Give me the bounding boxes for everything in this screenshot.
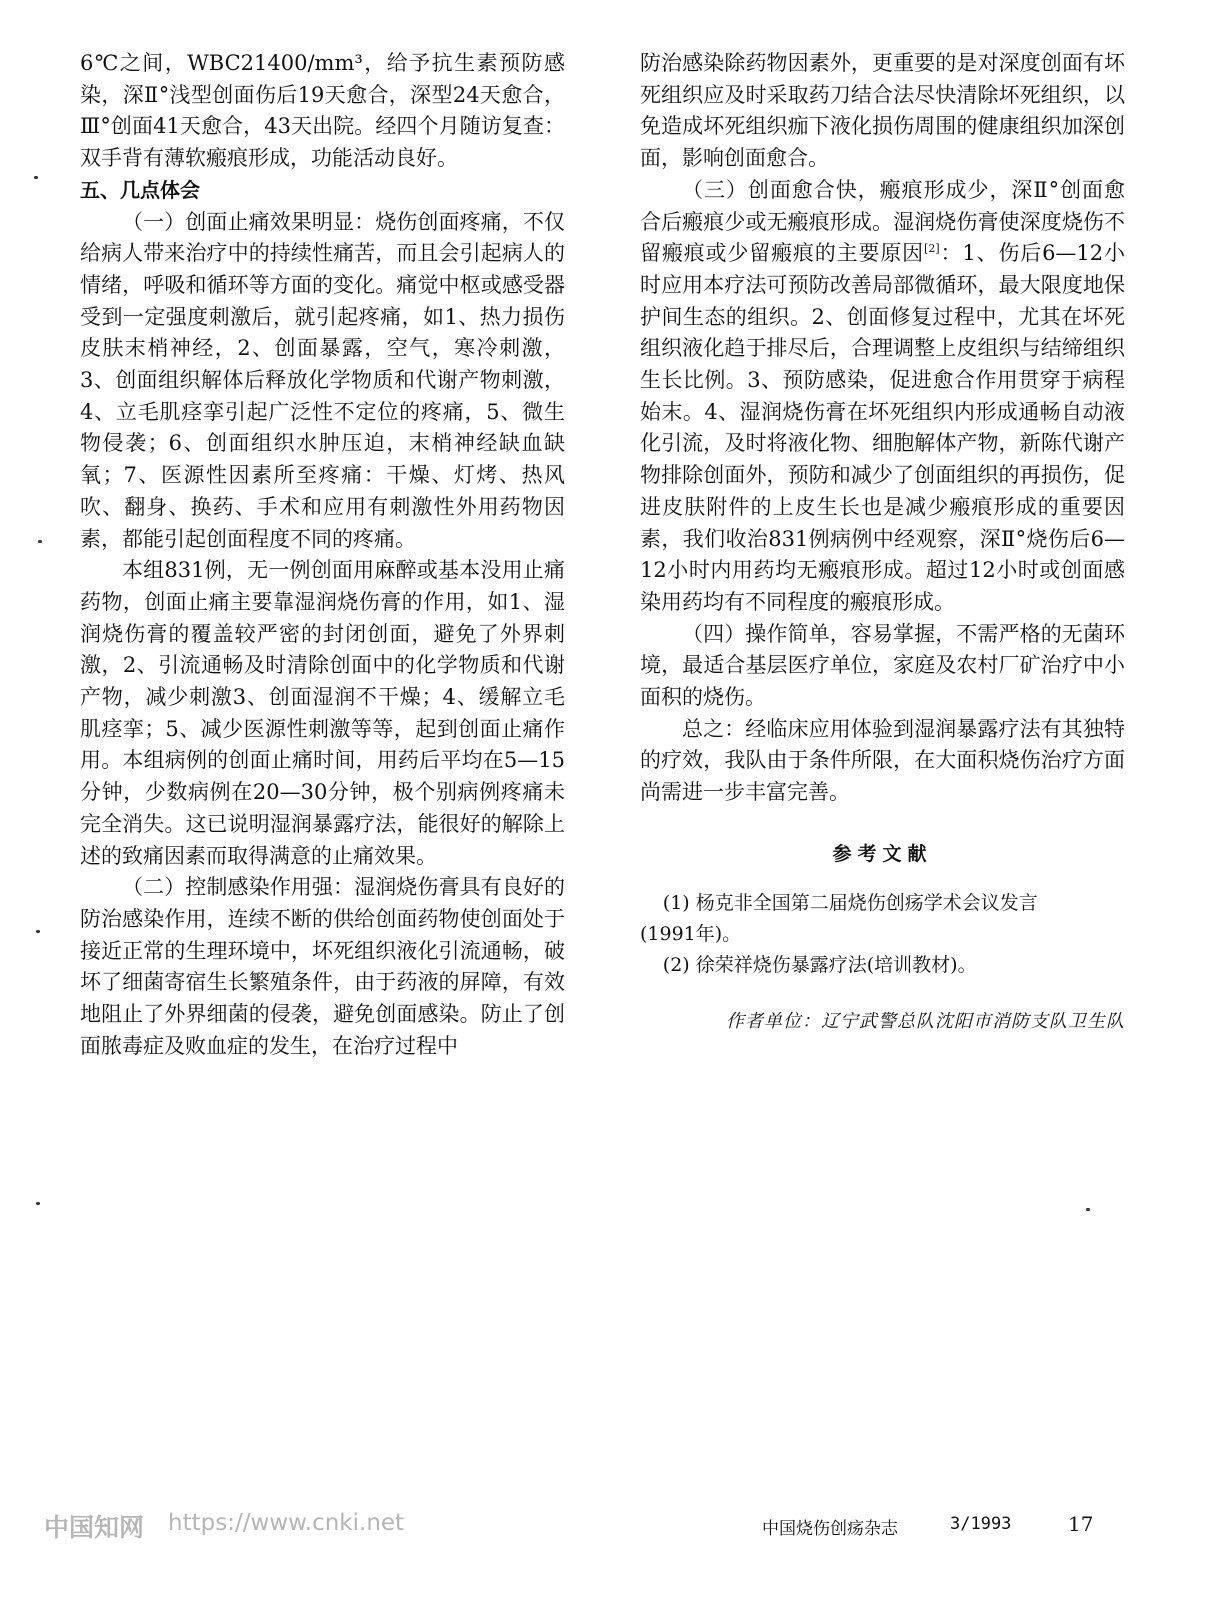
journal-name: 中国烧伤创疡杂志 bbox=[762, 1519, 898, 1539]
body-paragraph bbox=[640, 175, 1125, 619]
scan-speck bbox=[34, 176, 38, 179]
paragraph-text: （三）创面愈合快，瘢痕形成少，深Ⅱ°创面愈合后瘢痕少或无瘢痕形成。湿润烧伤膏使深度烧伤不留瘢痕或少留瘢痕的主要原因 bbox=[640, 177, 1125, 266]
body-paragraph: （二）控制感染作用强：湿润烧伤膏具有良好的防治感染作用，连续不断的供给创面药物使创面处于接近正常的生理环境中，坏死组织液化引流通畅，破坏了细菌寄宿生长繁殖条件，由于药液的屏障，有效地阻止了外界细菌的侵袭，避免创面感染。防止了创面脓毒症及败血症的发生，在治疗过程中 bbox=[80, 875, 565, 1058]
body-paragraph: 防治感染除药物因素外，更重要的是对深度创面有坏死组织应及时采取药刀结合法尽快清除坏死组织，以免造成坏死组织痂下液化损伤周围的健康组织加深创面，影响创面愈合。 bbox=[640, 51, 1125, 171]
reference-item: (1) 杨克非全国第二届烧伤创疡学术会议发言 bbox=[662, 891, 1038, 914]
references-title: 参考文献 bbox=[832, 842, 933, 865]
author-affiliation: 作者单位：辽宁武警总队沈阳市消防支队卫生队 bbox=[726, 1010, 1125, 1032]
page-number: 17 bbox=[1068, 1512, 1094, 1536]
body-paragraph: 本组831例，无一例创面用麻醉或基本没用止痛药物，创面止痛主要靠湿润烧伤膏的作用，如1、湿润烧伤膏的覆盖较严密的封闭创面，避免了外界刺激，2、引流通畅及时清除创面中的化学物质和代谢产物，减少刺激3、创面湿润不干燥；4、缓解立毛肌痉挛；5、减少医源性刺激等等，起到创面止痛作用。本组病例的创面止痛时间，用药后平均在5—15分钟，少数病例在20—30分钟，极个别病例疼痛未完全消失。这已说明湿润暴露疗法，能很好的解除上述的致痛因素而取得满意的止痛效果。 bbox=[80, 558, 565, 868]
paragraph-text: ：1、伤后6—12小时应用本疗法可预防改善局部微循环，最大限度地保护间生态的组织。2、创面修复过程中，尤其在坏死组织液化趋于排尽后，合理调整上皮组织与结缔组织生长比例。3、预防感染，促进愈合作用贯穿于病程始末。4、湿润烧伤膏在坏死组织内形成通畅自动液化引流，及时将液化物、细胞解体产物，新陈代谢产物排除创面外，预防和减少了创面组织的再损伤，促进皮肤附件的上皮生长也是减少瘢痕形成的重要因素，我们收治831例病例中经观察，深Ⅱ°烧伤后6—12小时内用药均无瘢痕形成。超过12小时或创面感染用药均有不同程度的瘢痕形成。 bbox=[640, 241, 1126, 614]
section-heading: 五、几点体会 bbox=[80, 177, 200, 202]
left-column bbox=[80, 48, 565, 1063]
scan-speck bbox=[38, 540, 42, 543]
right-column bbox=[640, 48, 1125, 1033]
issue-number: 3/1993 bbox=[950, 1514, 1012, 1534]
body-paragraph: 总之：经临床应用体验到湿润暴露疗法有其独特的疗效，我队由于条件所限，在大面积烧伤治疗方面尚需进一步丰富完善。 bbox=[640, 716, 1125, 805]
body-paragraph: （四）操作简单，容易掌握，不需严格的无菌环境，最适合基层医疗单位，家庭及农村厂矿治疗中小面积的烧伤。 bbox=[640, 621, 1125, 710]
cnki-watermark-url: https://www.cnki.net bbox=[168, 1510, 405, 1536]
scan-speck bbox=[36, 1202, 40, 1205]
body-paragraph: 6℃之间，WBC21400/mm³，给予抗生素预防感染，深Ⅱ°浅型创面伤后19天愈合，深型24天愈合，Ⅲ°创面41天愈合，43天出院。经四个月随访复查：双手背有薄软瘢痕形成，功能活动良好。 bbox=[80, 51, 565, 171]
cnki-watermark-logo: 中国知网 bbox=[44, 1513, 145, 1542]
reference-item: (2) 徐荣祥烧伤暴露疗法(培训教材)。 bbox=[662, 953, 977, 976]
scan-speck bbox=[36, 930, 40, 933]
scan-speck bbox=[1086, 1208, 1090, 1211]
citation-marker: [2] bbox=[924, 242, 940, 256]
reference-item-continuation: (1991年)。 bbox=[640, 922, 742, 945]
body-paragraph: （一）创面止痛效果明显：烧伤创面疼痛，不仅给病人带来治疗中的持续性痛苦，而且会引起病人的情绪，呼吸和循环等方面的变化。痛觉中枢或感受器受到一定强度刺激后，就引起疼痛，如1、热力损伤皮肤末梢神经，2、创面暴露，空气，寒冷刺激，3、创面组织解体后释放化学物质和代谢产物刺激，4、立毛肌痉挛引起广泛性不定位的疼痛，5、微生物侵袭；6、创面组织水肿压迫，末梢神经缺血缺氧；7、医源性因素所至疼痛：干燥、灯烤、热风吹、翻身、换药、手术和应用有刺激性外用药物因素，都能引起创面程度不同的疼痛。 bbox=[80, 209, 565, 551]
